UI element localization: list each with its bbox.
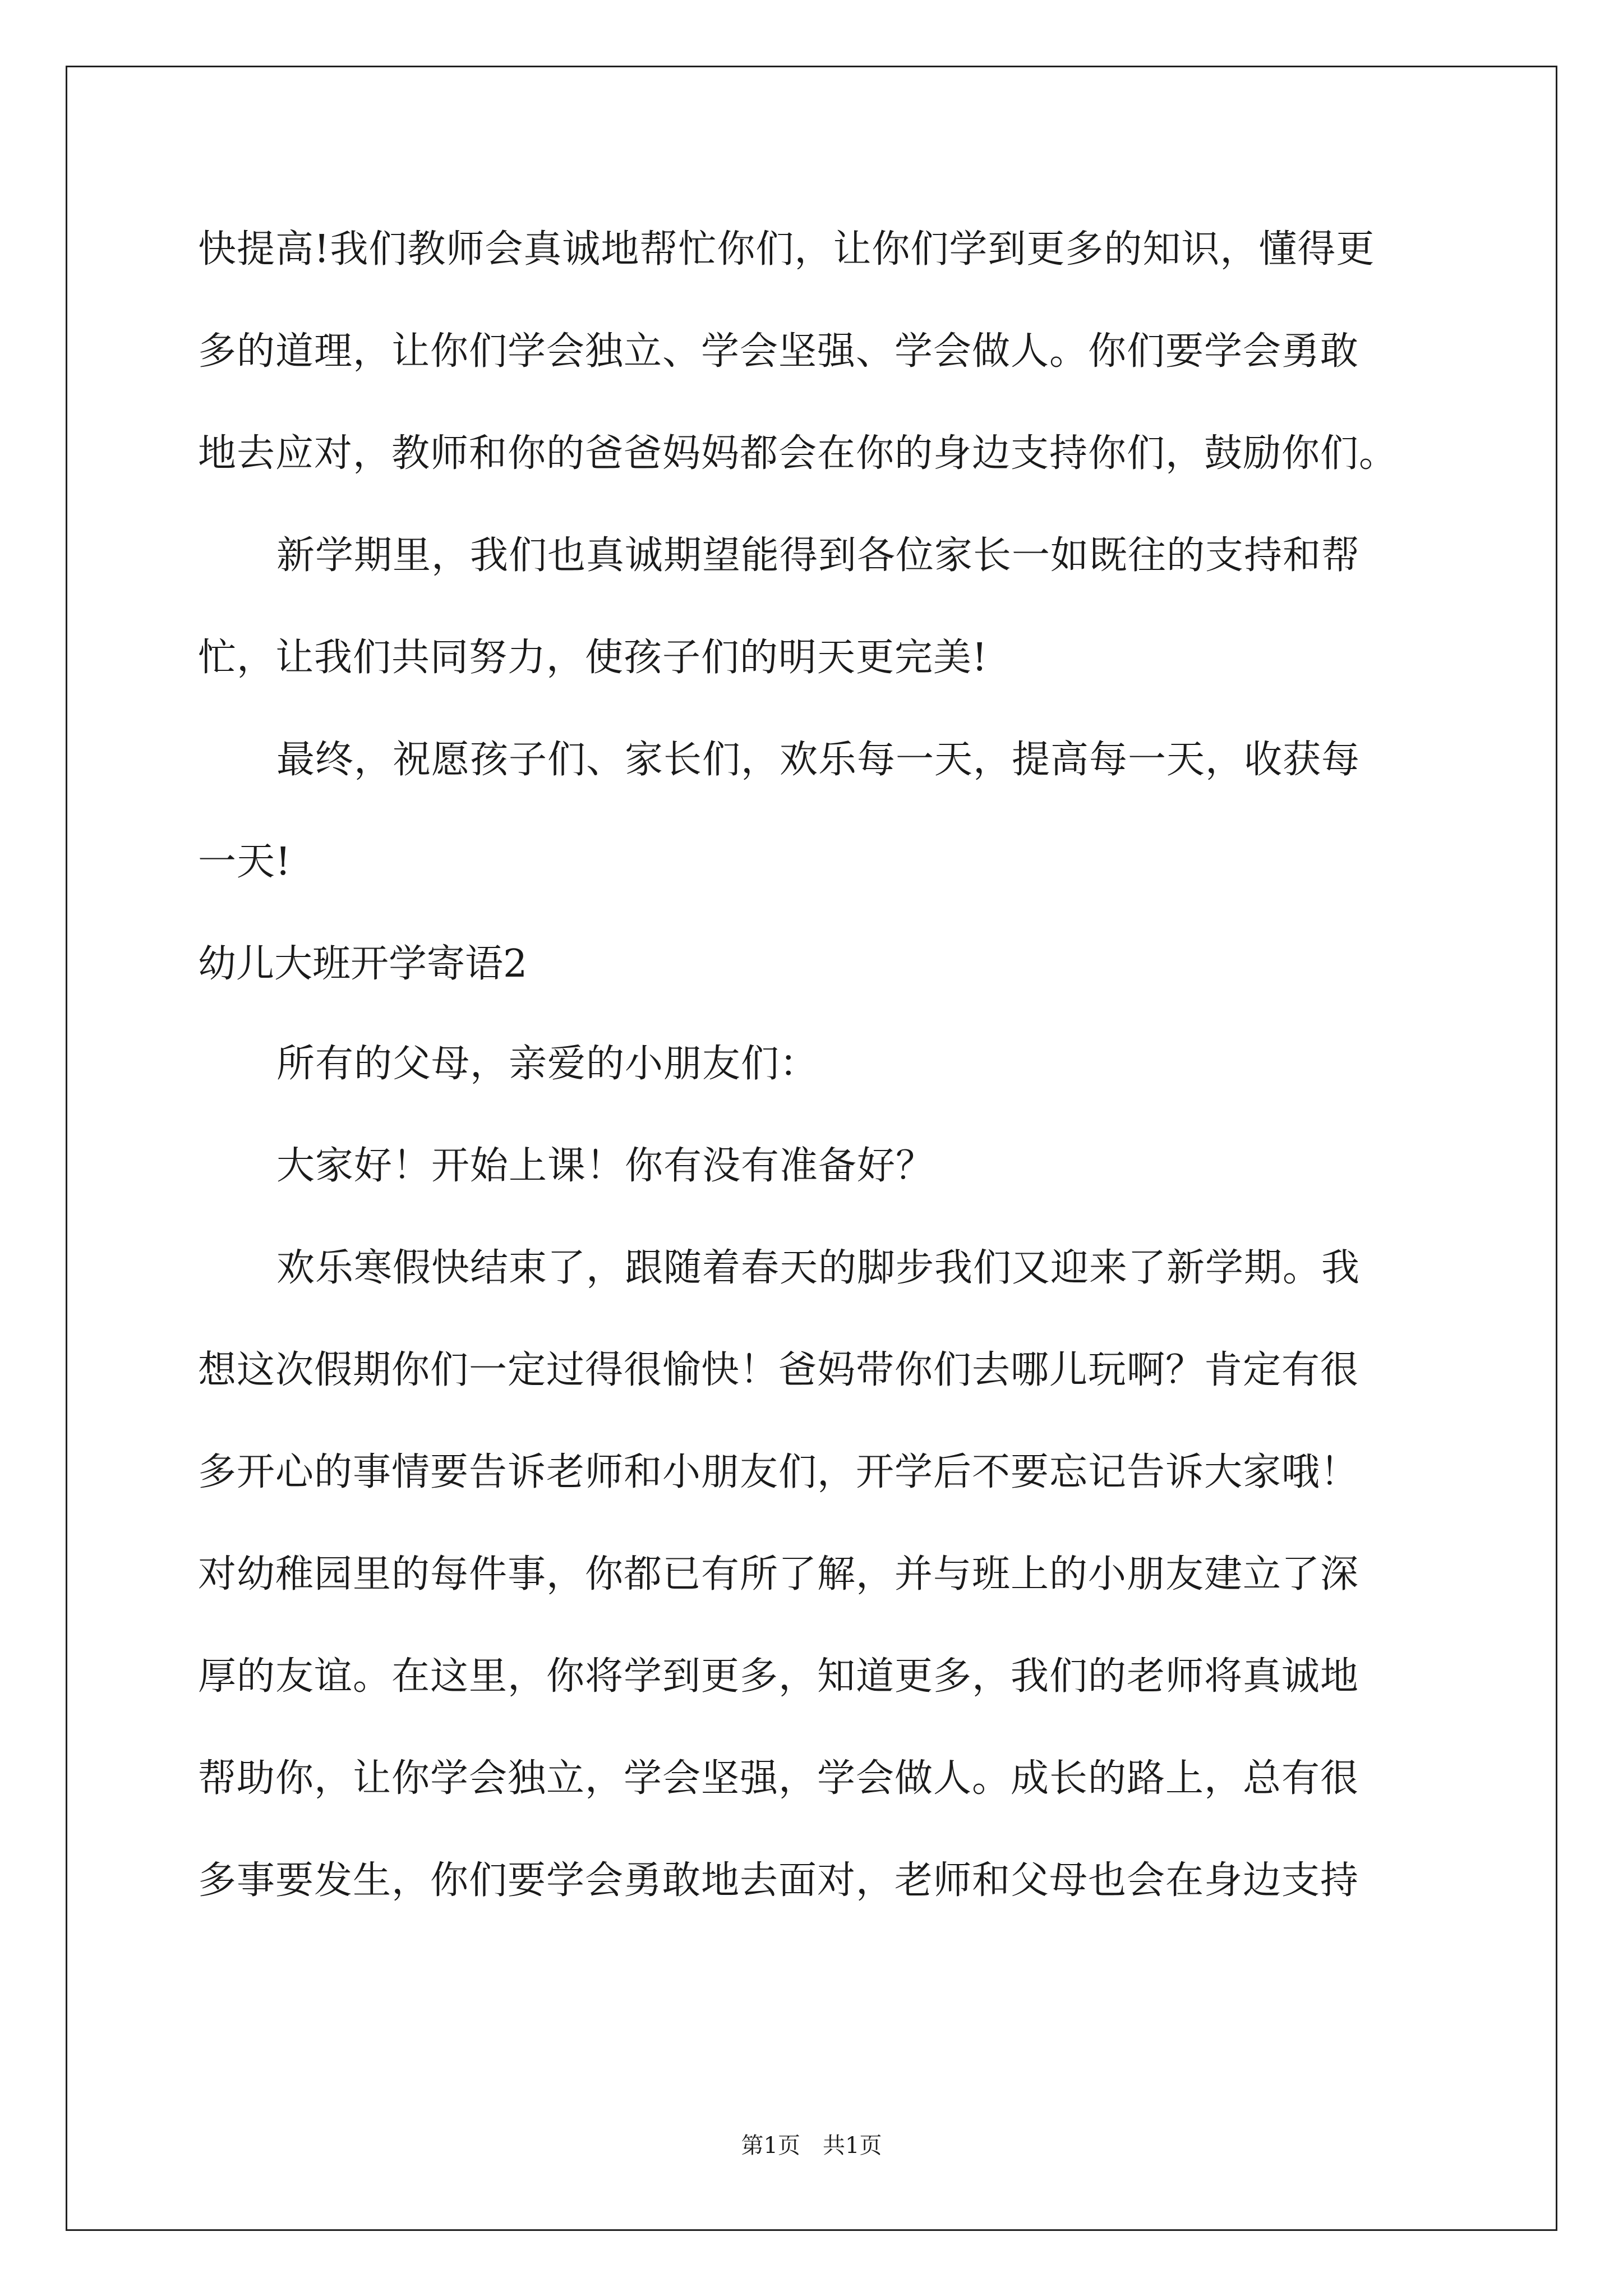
body-line: 多的道理，让你们学会独立、学会坚强、学会做人。你们要学会勇敢 xyxy=(198,329,1359,374)
body-line: 快提高!我们教师会真诚地帮忙你们，让你们学到更多的知识，懂得更 xyxy=(198,227,1375,272)
body-line: 帮助你，让你学会独立，学会坚强，学会做人。成长的路上，总有很 xyxy=(198,1756,1359,1801)
document-body xyxy=(198,222,1440,1955)
body-line: 多事要发生，你们要学会勇敢地去面对，老师和父母也会在身边支持 xyxy=(198,1858,1359,1903)
section-heading: 幼儿大班开学寄语2 xyxy=(198,942,528,986)
page-number: 第1页 xyxy=(741,2133,800,2159)
salutation: 所有的父母，亲爱的小朋友们： xyxy=(276,1042,819,1086)
body-line: 厚的友谊。在这里，你将学到更多，知道更多，我们的老师将真诚地 xyxy=(198,1654,1359,1699)
body-line: 地去应对，教师和你的爸爸妈妈都会在你的身边支持你们，鼓励你们。 xyxy=(198,431,1398,476)
body-line: 对幼稚园里的每件事，你都已有所了解，并与班上的小朋友建立了深 xyxy=(198,1552,1359,1596)
page-total: 共1页 xyxy=(823,2133,882,2159)
body-line: 一天! xyxy=(198,840,292,884)
paragraph-start: 欢乐寒假快结束了，跟随着春天的脚步我们又迎来了新学期。我 xyxy=(276,1246,1361,1290)
paragraph-start: 最终，祝愿孩子们、家长们，欢乐每一天，提高每一天，收获每 xyxy=(276,738,1361,782)
body-line: 想这次假期你们一定过得很愉快！爸妈带你们去哪儿玩啊？肯定有很 xyxy=(198,1348,1359,1392)
body-line: 忙，让我们共同努力，使孩子们的明天更完美! xyxy=(198,636,988,680)
paragraph-start: 新学期里，我们也真诚期望能得到各位家长一如既往的支持和帮 xyxy=(276,533,1361,578)
page-footer xyxy=(0,2132,1623,2160)
greeting: 大家好！开始上课！你有没有准备好？ xyxy=(276,1144,935,1188)
body-line: 多开心的事情要告诉老师和小朋友们，开学后不要忘记告诉大家哦！ xyxy=(198,1450,1359,1494)
